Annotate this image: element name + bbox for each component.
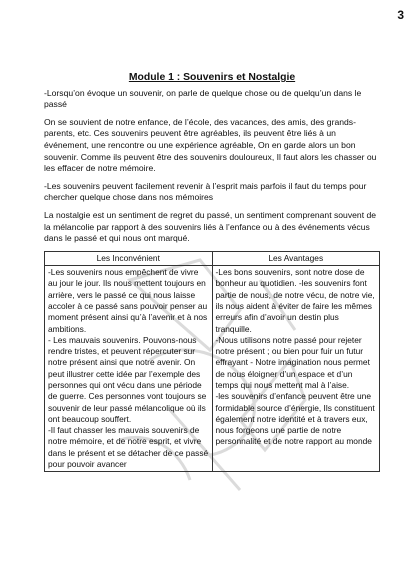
avantages-cell <box>212 266 380 472</box>
table-row <box>45 266 380 472</box>
inconvenient-item: - Les mauvais souvenirs. Pouvons-nous rendre tristes, et peuvent répercuter sur notre présent ainsi que notre avenir. On peut illustrer cette idée par l’exemple des personnes qui ont vécu dans une période de guerre. Ces personnes vont toujours se souvenir de leur passé mélancolique où ils ont beaucoup souffert. <box>48 334 207 424</box>
page-number: 3 <box>397 8 404 22</box>
avantage-item: -Nous utilisons notre passé pour rejeter notre présent ; ou bien pour fuir un futur effrayant - Notre imagination nous permet de nous éloigner d’un espace et d’un temps qui nous mettent mal à l’aise. <box>215 334 370 390</box>
inconvenient-item: -Il faut chasser les mauvais souvenirs de notre mémoire, et de notre esprit, et vivre dans le présent et se détacher de ce passé pour pouvoir avancer <box>48 425 209 470</box>
document-body <box>44 72 380 472</box>
header-inconvenients: Les Inconvénient <box>45 251 213 265</box>
avantage-item: -Les bons souvenirs, sont notre dose de bonheur au quotidien. -les souvenirs font partie de nous, de notre vécu, de notre vie, ils nous aident à éviter de faire les mêmes erreurs afin d’avoir un destin plus tranquille. <box>215 267 375 334</box>
paragraph-souvenirs: On se souvient de notre enfance, de l’école, des vacances, des amis, des grands-parents, etc. Ces souvenirs peuvent être agréables, ils peuvent être liés à un événement, une rencontre ou une expérience agréable, On en garde alors un bon souvenir. Comme ils peuvent être des souvenirs douloureux, Il faut alors les chasser ou les effacer de notre mémoire. <box>44 116 377 174</box>
paragraph-nostalgie: La nostalgie est un sentiment de regret du passé, un sentiment comprenant souvent de la mélancolie par rapport à des souvenirs liés à l’enfance ou à des événements vécus dans le passé et qui nous ont marqué. <box>44 209 377 244</box>
header-avantages: Les Avantages <box>212 251 380 265</box>
comparison-table <box>44 251 380 473</box>
module-title: Module 1 : Souvenirs et Nostalgie <box>128 72 296 83</box>
inconvenients-cell <box>45 266 213 472</box>
paragraph-intro: -Lorsqu’on évoque un souvenir, on parle de quelque chose ou de quelqu’un dans le passé <box>44 87 362 110</box>
paragraph-memoire: -Les souvenirs peuvent facilement revenir à l’esprit mais parfois il faut du temps pour chercher quelque chose dans nos mémoires <box>44 180 367 203</box>
inconvenient-item: -Les souvenirs nous empêchent de vivre au jour le jour. Ils nous mettent toujours en arrière, vers le passé ce qui nous laisse accoler à ce passé sans pouvoir penser au moment présent ainsi qu’à l’avenir et à nos ambitions. <box>48 267 208 334</box>
table-header-row <box>45 251 380 265</box>
avantage-item: -les souvenirs d’enfance peuvent être une formidable source d’énergie, Ils constituent également notre identité et à travers eux, nous forgeons une partie de notre personnalité et de notre rapport au monde <box>215 391 375 447</box>
